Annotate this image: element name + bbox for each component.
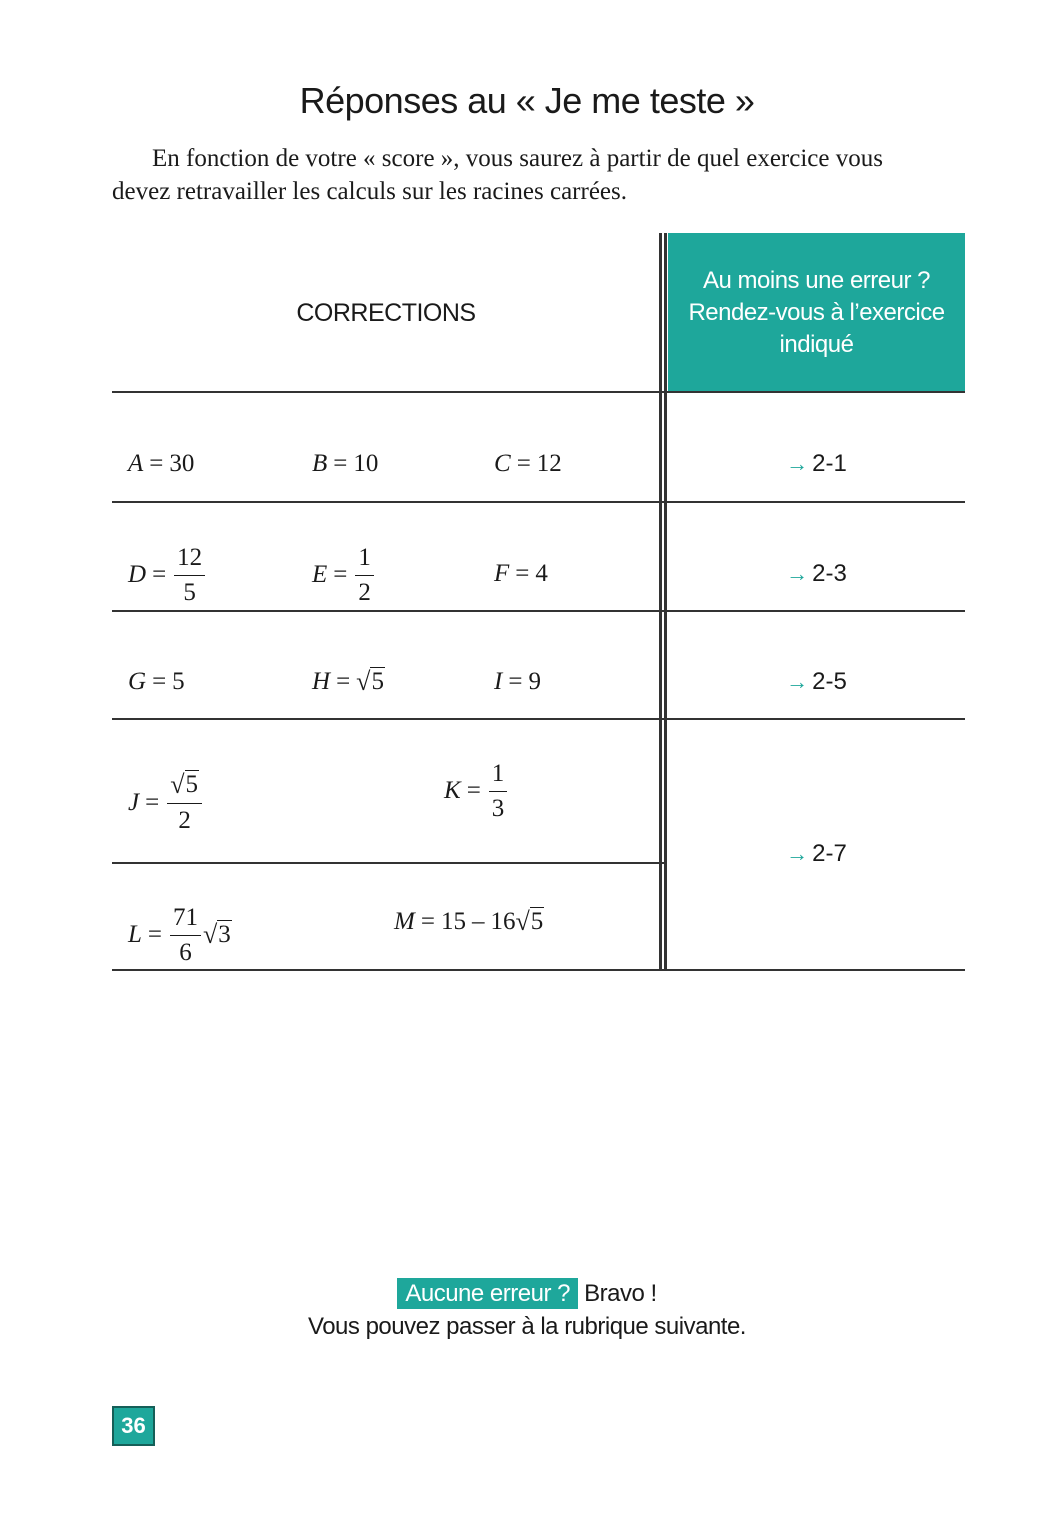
answer-j: J = √ 5 2 [128,766,204,840]
answer-c: C = 12 [494,450,562,477]
arrow-right-icon: → [786,451,809,476]
table-rule [112,862,666,864]
fraction: $\frac{1}{3}$ [489,759,508,824]
answer-m: M = 15 – 16 √ 5 [394,907,544,936]
answer-g: G = 5 [128,668,185,695]
answer-l: L = $\frac{71}{6}$ √ 3 [128,903,231,966]
fraction: $\frac{1}{2}$ [355,543,374,608]
intro-paragraph [112,142,942,208]
table-rule [112,391,965,393]
arrow-right-icon: → [786,841,809,866]
answer-d: D = $\frac{12}{5}$ [128,540,207,610]
footer-message [0,1277,1054,1343]
page-number: 36 [112,1406,155,1446]
square-root: √ 5 [356,667,384,696]
table-rule [112,610,965,612]
exercise-link-2-3[interactable]: → 2-3 [786,560,847,587]
error-header-text: Au moins une erreur ? Rendez-vous à l’exercice indiqué [688,267,945,358]
fraction: $\frac{12}{5}$ [174,543,205,608]
answer-e: E = $\frac{1}{2}$ [312,540,376,610]
arrow-right-icon: → [786,669,809,694]
square-root: √ 3 [203,920,231,949]
exercise-link-2-1[interactable]: → 2-1 [786,450,847,477]
table-rule [112,718,965,720]
bravo-text: Bravo ! [584,1280,657,1307]
column-divider [664,233,667,971]
fraction: $\frac{71}{6}$ [170,903,201,968]
arrow-right-icon: → [786,561,809,586]
column-divider [659,233,662,971]
answer-i: I = 9 [494,668,541,695]
fraction: √ 5 2 [167,770,202,836]
exercise-link-2-7[interactable]: → 2-7 [786,840,847,867]
answer-b: B = 10 [312,450,379,477]
square-root: √ 5 [515,907,544,936]
exercise-link-2-5[interactable]: → 2-5 [786,668,847,695]
square-root: √ 5 [170,770,198,799]
error-header [668,233,965,393]
answer-f: F = 4 [494,560,548,587]
answer-k: K = $\frac{1}{3}$ [444,756,509,826]
table-rule [112,969,965,971]
intro-text: En fonction de votre « score », vous saurez à partir de quel exercice vous devez retravailler les calculs sur les racines carrées. [112,145,883,205]
corrections-header: CORRECTIONS [296,298,476,327]
no-error-badge: Aucune erreur ? [397,1278,578,1309]
answer-h: H = √ 5 [312,667,384,696]
page-title: Réponses au « Je me teste » [299,80,755,121]
table-rule [112,501,965,503]
next-section-text: Vous pouvez passer à la rubrique suivante. [308,1313,746,1340]
answer-a: A = 30 [128,450,195,477]
